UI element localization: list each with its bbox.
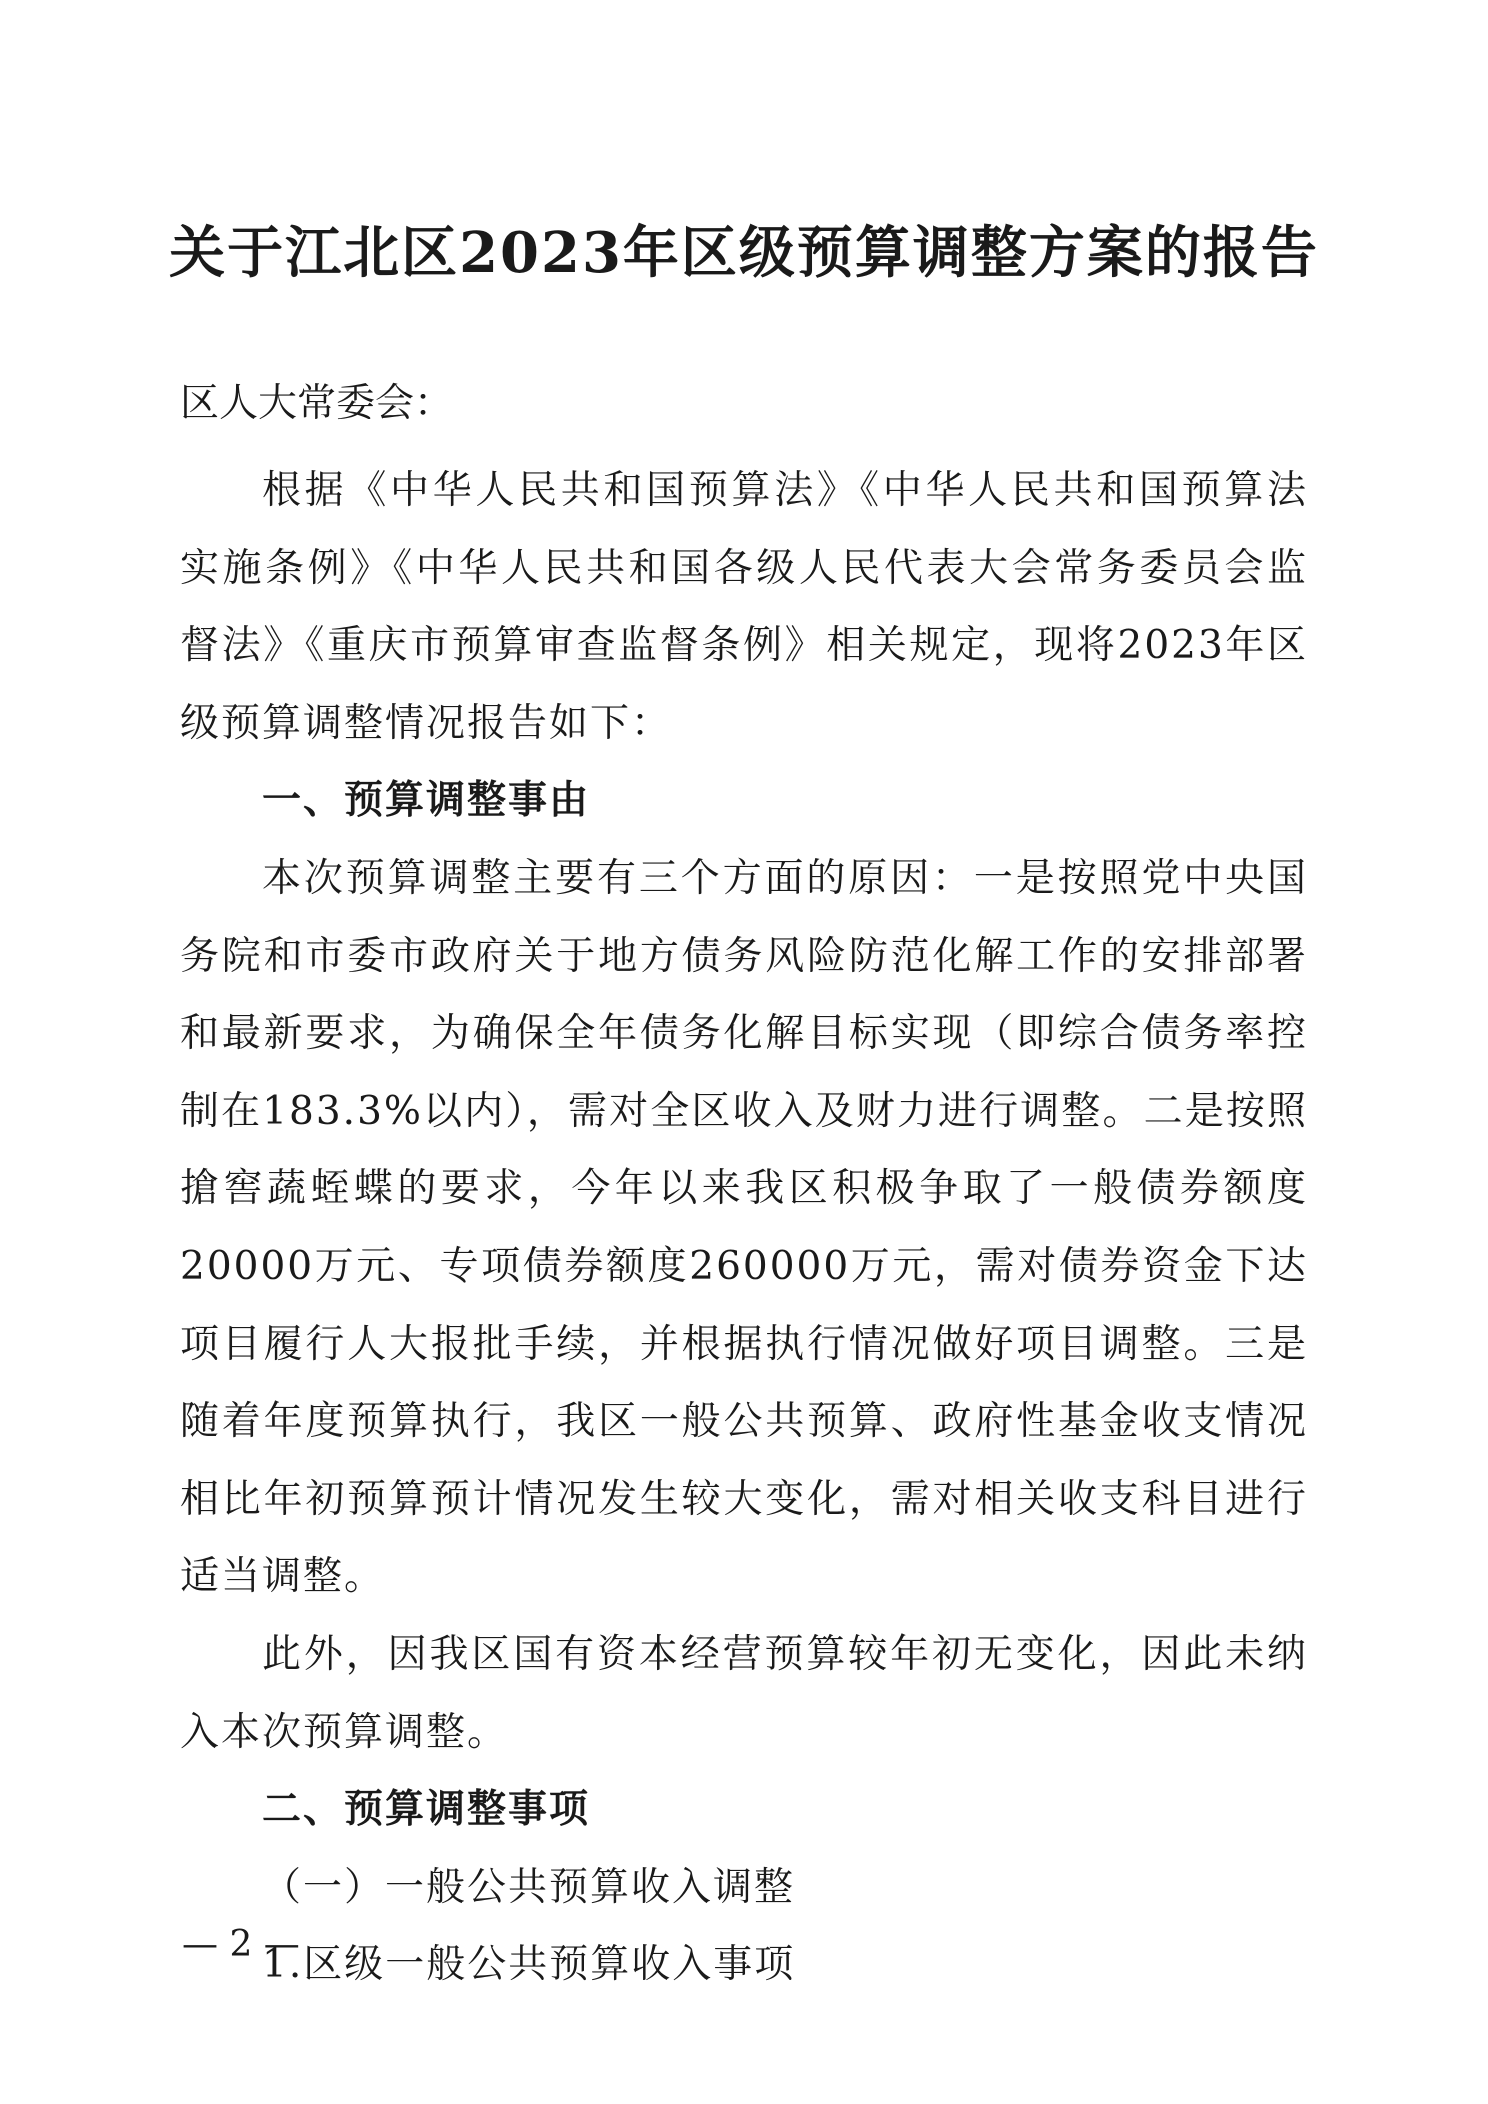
page-number: — 2 — — [182, 1924, 300, 1965]
intro-paragraph: 根据《中华人民共和国预算法》《中华人民共和国预算法实施条例》《中华人民共和国各级人民代表大会常务委员会监督法》《重庆市预算审查监督条例》相关规定，现将2023年区级预算调整情况报告如下： — [180, 468, 1308, 746]
subsection-heading-general-budget: （一）一般公共预算收入调整 — [262, 1864, 796, 1910]
section-heading-items: 二、预算调整事项 — [262, 1787, 591, 1833]
section-heading-reasons: 一、预算调整事由 — [262, 778, 591, 824]
document-body — [180, 452, 1308, 2004]
reasons-paragraph: 本次预算调整主要有三个方面的原因：一是按照党中央国务院和市委市政府关于地方债务风险防范化解工作的安排部署和最新要求，为确保全年债务化解目标实现（即综合债务率控制在183.3%以内），需对全区收入及财力进行调整。二是按照搶窖蔬蛭蝶的要求，今年以来我区积极争取了一般债券额度20000万元、专项债券额度260000万元，需对债券资金下达项目履行人大报批手续，并根据执行情况做好项目调整。三是随着年度预算执行，我区一般公共预算、政府性基金收支情况相比年初预算预计情况发生较大变化，需对相关收支科目进行适当调整。 — [180, 855, 1308, 1600]
salutation: 区人大常委会： — [180, 381, 454, 426]
state-capital-paragraph: 此外，因我区国有资本经营预算较年初无变化，因此未纳入本次预算调整。 — [180, 1631, 1308, 1755]
document-title: 关于江北区2023年区级预算调整方案的报告 — [169, 220, 1319, 286]
item-heading-district-revenue: 1.区级一般公共预算收入事项 — [262, 1942, 796, 1988]
